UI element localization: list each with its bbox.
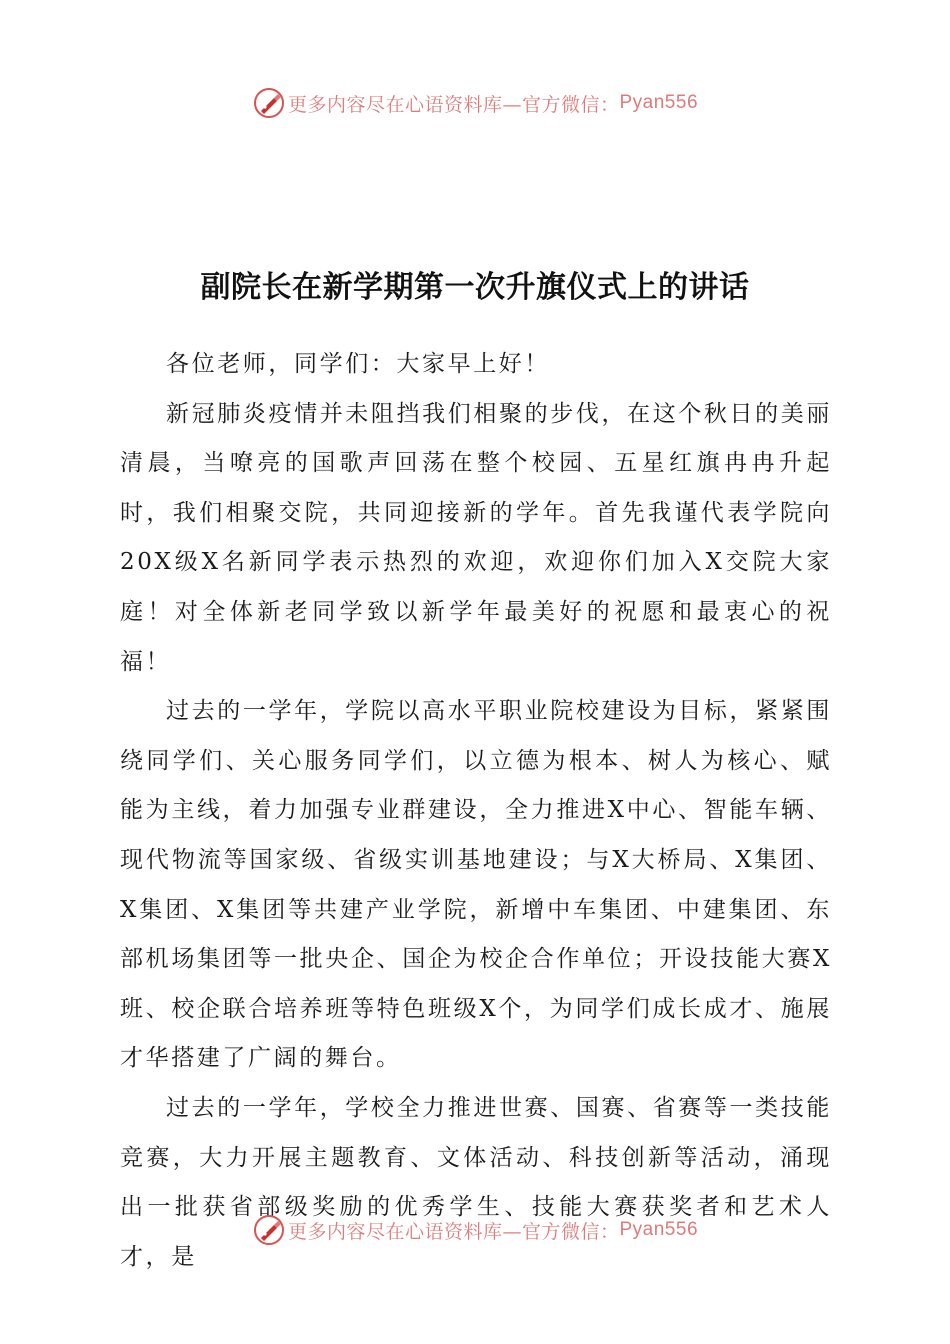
watermark-handle: Pyan556 [619,92,699,113]
watermark-handle: Pyan556 [619,1219,699,1240]
header-watermark [0,83,950,123]
pen-nib-logo-icon [252,86,286,120]
document-body [120,340,832,1282]
paragraph: 过去的一学年，学院以高水平职业院校建设为目标，紧紧围绕同学们、关心服务同学们，以立德为根本、树人为核心、赋能为主线，着力加强专业群建设，全力推进X中心、智能车辆、现代物流等国家级、省级实训基地建设；与X大桥局、X集团、X集团、X集团等共建产业学院，新增中车集团、中建集团、东部机场集团等一批央企、国企为校企合作单位；开设技能大赛X班、校企联合培养班等特色班级X个，为同学们成长成才、施展才华搭建了广阔的舞台。 [120,698,832,1072]
pen-nib-logo-icon [252,1213,286,1247]
watermark-text: 更多内容尽在心语资料库—官方微信： [287,1220,620,1243]
paragraph: 过去的一学年，学校全力推进世赛、国赛、省赛等一类技能竞赛，大力开展主题教育、文体活动、科技创新等活动，涌现出一批获省部级奖励的优秀学生、技能大赛获奖者和艺术人才，是 [120,1094,832,1270]
paragraph-greeting: 各位老师，同学们：大家早上好！ [166,351,550,377]
document-title: 副院长在新学期第一次升旗仪式上的讲话 [200,270,750,305]
footer-watermark [0,1210,950,1250]
watermark-text: 更多内容尽在心语资料库—官方微信： [287,93,620,116]
paragraph: 新冠肺炎疫情并未阻挡我们相聚的步伐，在这个秋日的美丽清晨，当嘹亮的国歌声回荡在整个校园、五星红旗冉冉升起时，我们相聚交院，共同迎接新的学年。首先我谨代表学院向20X级X名新同学表示热烈的欢迎，欢迎你们加入X交院大家庭！对全体新老同学致以新学年最美好的祝愿和最衷心的祝福！ [120,400,832,675]
